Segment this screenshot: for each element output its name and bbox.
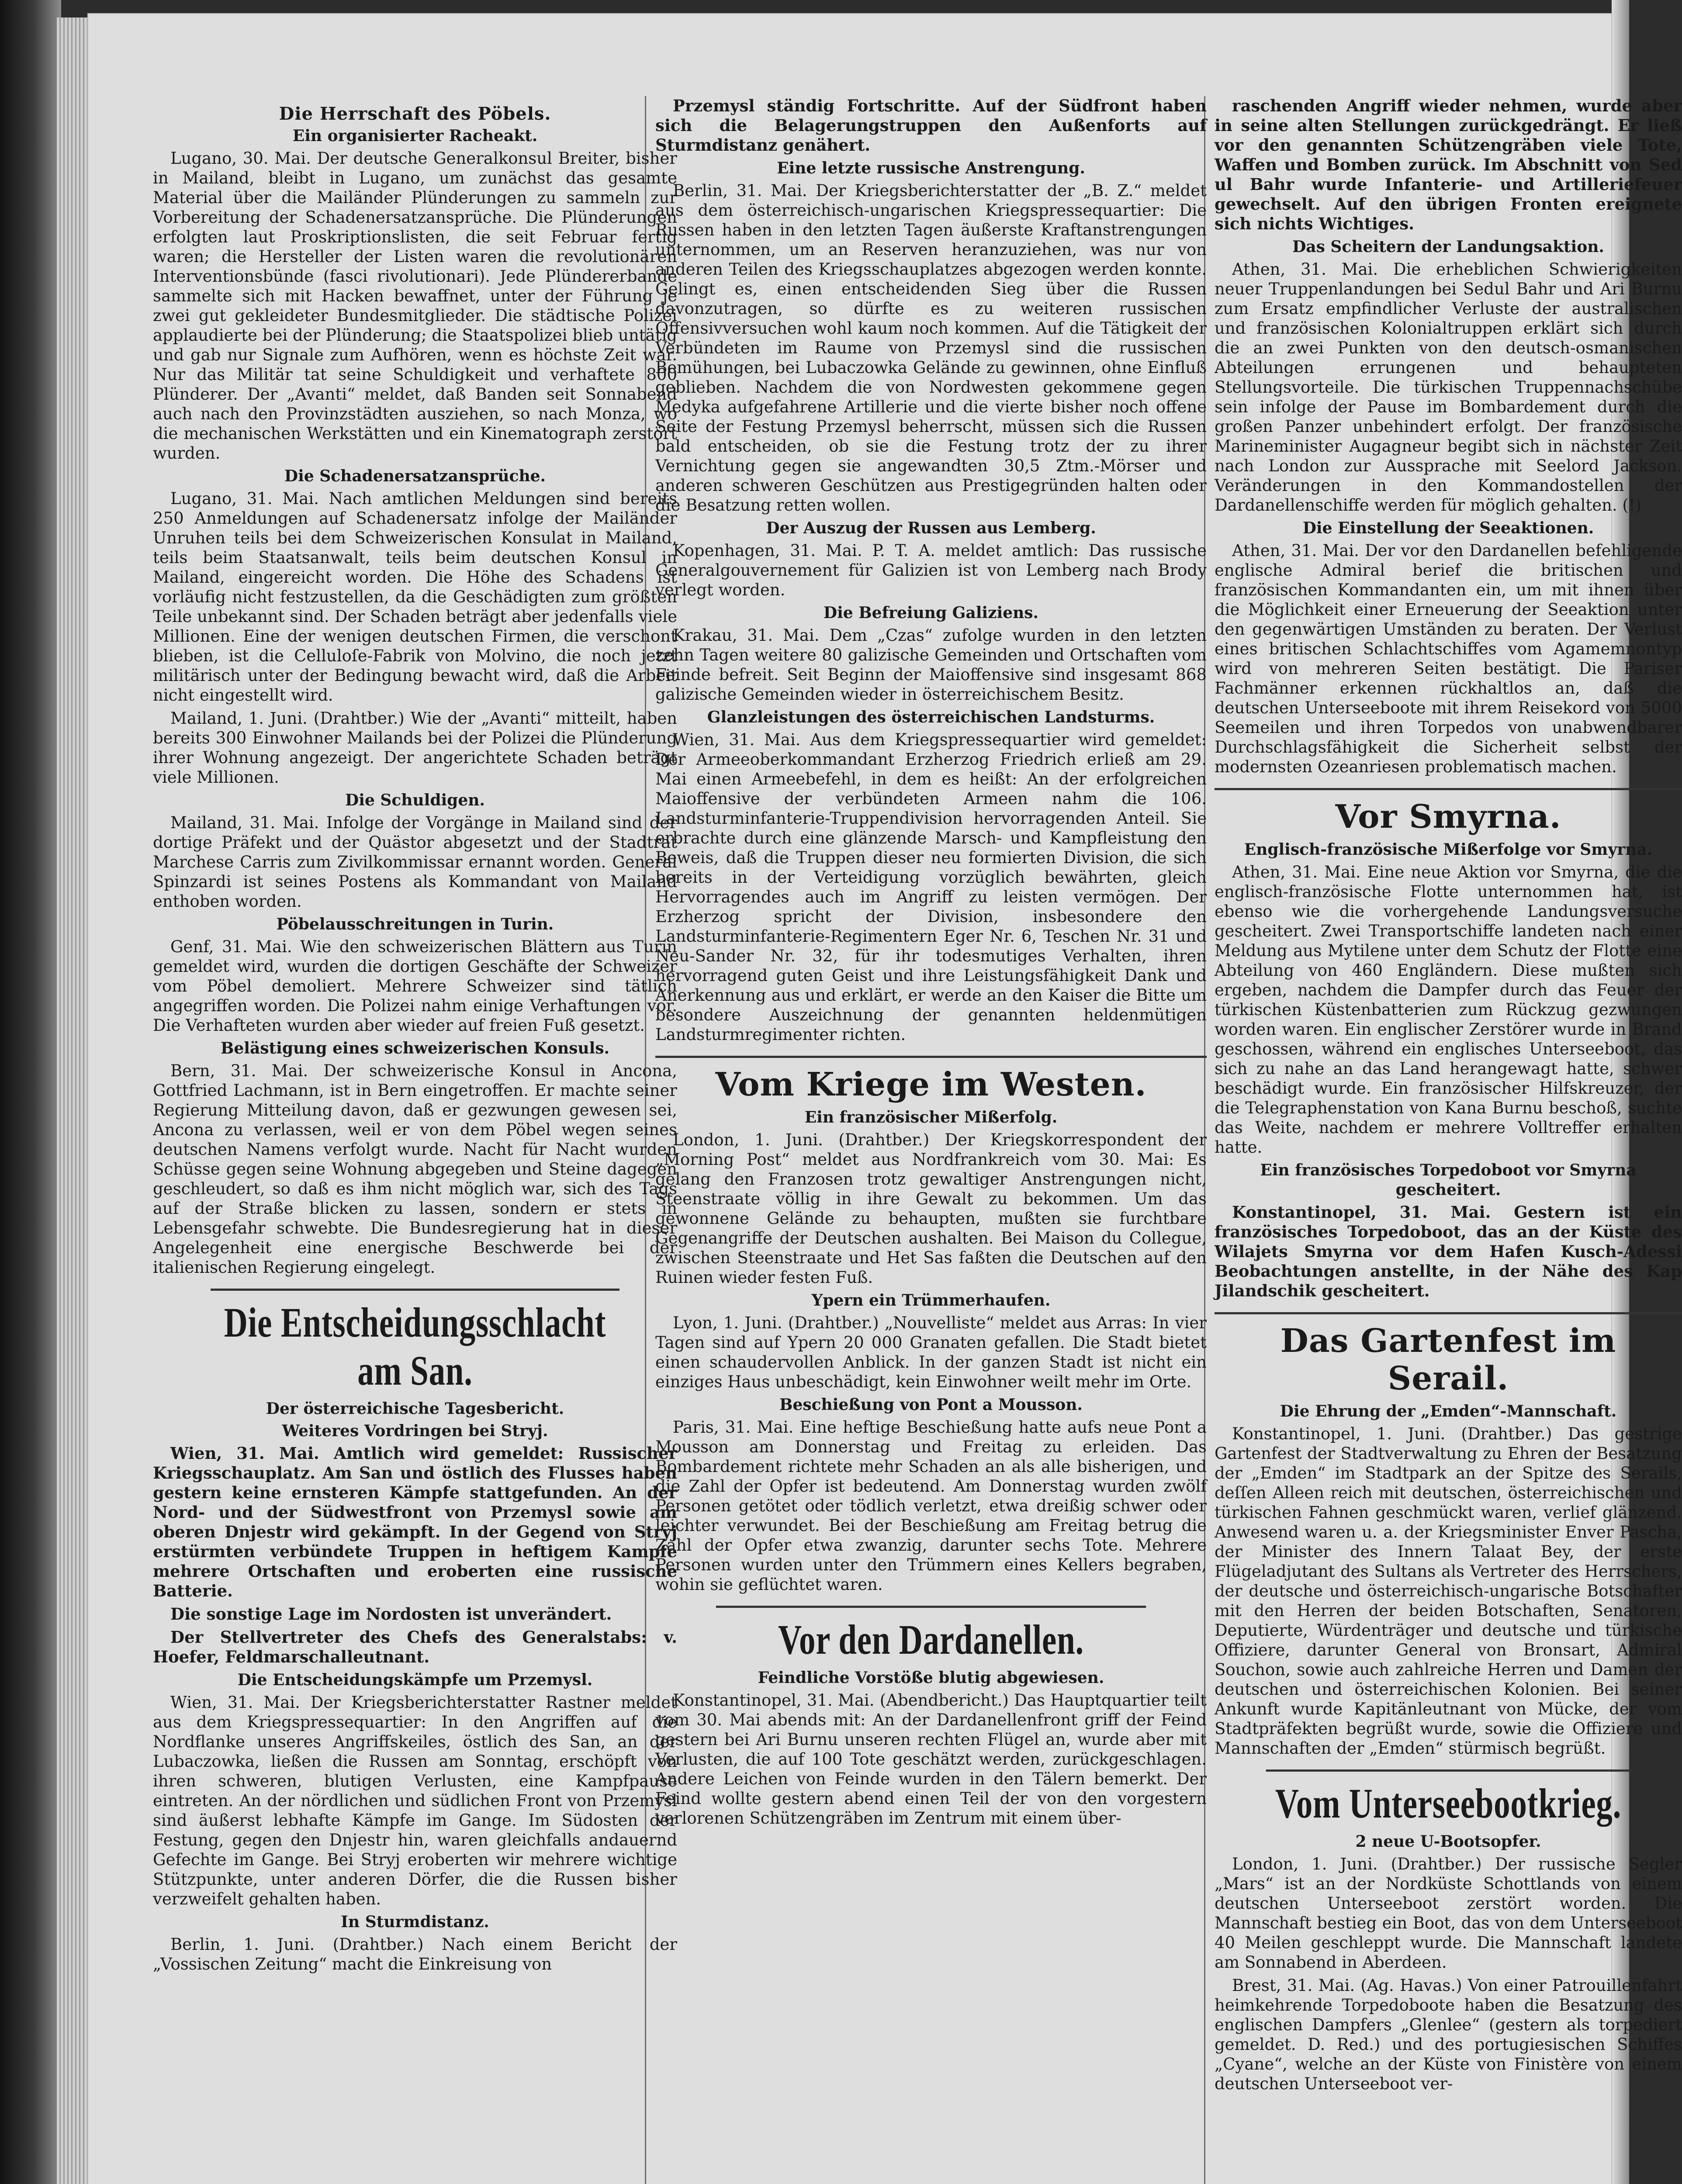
article-paragraph: Paris, 31. Mai. Eine heftige Beschießung hatte aufs neue Pont a Mousson am Donnerstag und Freitag zu erleiden. Das Bombardement richtete mehr Schaden an als alle bisherigen, und die Zahl der Opfer ist bedeutend. Am Donnerstag wurden zwölf Personen getötet oder tödlich verletzt, etwa dreißig schwer oder leichter verwundet. Bei der Beschießung am Freitag betrug die Zahl der Opfer etwa zwanzig, darunter sechs Tote. Mehrere Personen wurden unter den Trümmern eines Kellers begraben, wohin sie geflüchtet waren. bbox=[655, 1418, 1207, 1594]
article-paragraph: Athen, 31. Mai. Eine neue Aktion vor Smyrna, die die englisch-französische Flotte unternommen hat, ist ebenso wie die vorhergehende Landungsversuche gescheitert. Zwei Transportschiffe landeten nach einer Meldung aus Mytilene unter dem Schutz der Flotte eine Abteilung von 460 Engländern. Diese mußten sich ergeben, nachdem die Dampfer durch das Feuer der türkischen Küstenbatterien zum Rückzug gezwungen worden waren. Ein englischer Zerstörer wurde in Brand geschossen, während ein englisches Unterseeboot, das sich zu nahe an das Land herangewagt hatte, schwer beschädigt wurde. Ein französischer Hilfskreuzer, der die Telegraphenstation von Kana Burnu beschoß, suchte das Weite, nachdem er mehrere Volltreffer erhalten hatte. bbox=[1215, 863, 1682, 1157]
article-subheadline: Eine letzte russische Anstrengung. bbox=[777, 159, 1085, 177]
article-paragraph: Konstantinopel, 31. Mai. Gestern ist ein französisches Torpedoboot, das an der Küste des Wilajets Smyrna vor dem Hafen Kusch-Adessi Beobachtungen anstellte, in der Nähe des Kap Jilandschik gescheitert. bbox=[1215, 1203, 1682, 1300]
article-paragraph: Berlin, 31. Mai. Der Kriegsberichterstatter der „B. Z.“ meldet aus dem österreichisch-ungarischen Kriegspressequartier: Die Russen haben in den letzten Tagen äußerste Kraftanstrengungen unternommen, um an Reserven heranzuziehen, was nur von anderen Teilen des Kriegsschauplatzes abgezogen werden konnte. Gelingt es, einen entscheidenden Sieg über die Russen davonzutragen, so dürfte es zu weiteren russischen Offensivversuchen wohl kaum noch kommen. Auf die Tätigkeit der Verbündeten im Raume von Przemysl sind die russischen Bemühungen, bei Lubaczowka Gelände zu gewinnen, ohne Einfluß geblieben. Nachdem die von Nordwesten gekommene gegen Medyka aufgefahrene Artillerie und die vierte bisher noch offene Seite der Festung Przemysl beherrscht, müssen sich die Russen bald entscheiden, ob sie die Festung trotz der zu ihrer Vernichtung gegen sie angewandten 30,5 Ztm.-Mörser und anderen schweren Geschützen aus Prestigegründen halten oder die Besatzung retten wollen. bbox=[655, 181, 1207, 515]
section-subheadline: Der österreichische Tagesbericht. bbox=[266, 1400, 564, 1418]
article-subheadline: Belästigung eines schweizerischen Konsuls. bbox=[220, 1039, 610, 1057]
article-subheadline: Die Entscheidungskämpfe um Przemysl. bbox=[237, 1671, 593, 1689]
book-binding bbox=[0, 0, 61, 2184]
article-subheadline: Pöbelausschreitungen in Turin. bbox=[276, 915, 554, 933]
article-subheadline: Die Schuldigen. bbox=[345, 791, 485, 809]
article-paragraph: Wien, 31. Mai. Aus dem Kriegspressequartier wird gemeldet: Der Armeeoberkommandant Erzherzog Friedrich erließ am 29. Mai einen Armeebefehl, in dem es heißt: An der erfolgreichen Maioffensive der verbündeten Armeen nahm die 106. Landsturminfanterie-Truppendivision hervorragenden Anteil. Sie erbrachte durch eine glänzende Marsch- und Kampfleistung den Beweis, daß die Truppen dieser neu formierten Division, die sich bereits in der Verteidigung vorzüglich bewährten, gleich Hervorragendes auch im Angriff zu leisten vermögen. Der Erzherzog spricht der Division, insbesondere den Landsturminfanterie-Regimentern Eger Nr. 6, Teschen Nr. 31 und Neu-Sander Nr. 32, für ihr todesmutiges Verhalten, ihren hervorragend guten Geist und ihre Leistungsfähigkeit Dank und Anerkennung aus und erklärt, er werde an den Kaiser die Bitte um besondere Auszeichnung der genannten heldenmütigen Landsturmregimenter richten. bbox=[655, 730, 1207, 1044]
article-subheadline: In Sturmdistanz. bbox=[341, 1913, 489, 1931]
article-subheadline: Der Auszug der Russen aus Lemberg. bbox=[766, 519, 1096, 537]
article-paragraph: London, 1. Juni. (Drahtber.) Der Kriegskorrespondent der „Morning Post“ meldet aus Nordfrankreich vom 30. Mai: Es gelang den Franzosen trotz gewaltiger Anstrengungen nicht, Steenstraate völlig in ihre Gewalt zu bekommen. Um das gewonnene Gelände zu behaupten, mußten sie furchtbare Gegenangriffe der Deutschen aushalten. Bei Maison du Collegue, zwischen Steenstraate und Het Sas faßten die Deutschen auf den Ruinen wieder festen Fuß. bbox=[655, 1130, 1207, 1287]
article-paragraph: Athen, 31. Mai. Der vor den Dardanellen befehligende englische Admiral berief die britischen und französischen Kommandanten ein, um mit ihnen über die Möglichkeit einer Erneuerung der Seeaktion unter den gegenwärtigen Umständen zu beraten. Der Verlust eines britischen Schlachtschiffes vom Agamemnontyp wird von mehreren Seiten bestätigt. Die Pariser Fachmänner erkennen rückhaltlos an, daß die deutschen Unterseeboote mit ihrem Reisekord von 5000 Seemeilen und ihren Torpedos von unabwendbarer Durchschlagsfähigkeit die Sicherheit selbst der modernsten Ozeanriesen problematisch machen. bbox=[1215, 541, 1682, 776]
section-headline: Vom Kriege im Westen. bbox=[655, 1056, 1207, 1103]
article-paragraph: Lugano, 31. Mai. Nach amtlichen Meldungen sind bereits 250 Anmeldungen auf Schadenersatz infolge der Mailänder Unruhen teils bei dem Schweizerischen Konsulat in Mailand, teils beim Staatsanwalt, teils beim deutschen Konsul in Mailand, eingereicht worden. Die Höhe des Schadens ist vorläufig nicht festzustellen, da die Geschädigten zum größten Teile unbekannt sind. Der Schaden beträgt aber jedenfalls viele Millionen. Eine der wenigen deutschen Firmen, die verschont blieben, ist die Celluloſe-Fabrik von Molvino, die noch jetzt militärisch unter der Bedingung bewacht wird, daß die Arbeit nicht eingestellt wird. bbox=[153, 489, 677, 705]
article-paragraph: Die sonstige Lage im Nordosten ist unverändert. bbox=[170, 1604, 612, 1624]
section-subheadline: Ein französischer Mißerfolg. bbox=[804, 1108, 1058, 1127]
article-paragraph: Mailand, 31. Mai. Infolge der Vorgänge in Mailand sind der dortige Präfekt und der Quästor abgesetzt und der Stadtrat Marchese Carris zum Zivilkommissar ernannt worden. General Spinzardi ist seines Postens als Kommandant von Mailand enthoben worden. bbox=[153, 813, 677, 911]
article-subheadline: Die Befreiung Galiziens. bbox=[823, 604, 1039, 622]
article-paragraph: Genf, 31. Mai. Wie den schweizerischen Blättern aus Turin gemeldet wird, wurden die dortigen Geschäfte der Schweizer vom Pöbel demoliert. Mehrere Schweizer sind tätlich angegriffen worden. Die Polizei nahm einige Verhaftungen vor. Die Verhafteten wurden aber wieder auf freien Fuß gesetzt. bbox=[153, 937, 677, 1035]
section-headline: Vor Smyrna. bbox=[1215, 788, 1682, 836]
article-paragraph: raschenden Angriff wieder nehmen, wurde aber in seine alten Stellungen zurückgedrängt. Er ließ vor den genannten Schützengräben viele Tote, Waffen und Bomben zurück. Im Abschnitt von Sed ul Bahr wurde Infanterie- und Artilleriefeuer gewechselt. Auf den übrigen Fronten ereignete sich nichts Wichtiges. bbox=[1215, 96, 1682, 233]
article-headline: Die Herrschaft des Pöbels. bbox=[279, 104, 551, 124]
article-paragraph: Bern, 31. Mai. Der schweizerische Konsul in Ancona, Gottfried Lachmann, ist in Bern eingetroffen. Er machte seiner Regierung Mitteilung davon, daß er gezwungen gewesen sei, Ancona zu verlassen, weil er von dem Pöbel wegen seines deutschen Namens verfolgt wurde. Nacht für Nacht wurden Schüsse gegen seine Wohnung abgegeben und Steine dagegen geschleudert, so daß es ihm nicht möglich war, sich des Tags auf der Straße blicken zu lassen, sondern er stets in Lebensgefahr schwebte. Die Bundesregierung hat in dieser Angelegenheit eine energische Beschwerde bei der italienischen Regierung eingelegt. bbox=[153, 1061, 677, 1277]
article-subheadline: Das Scheitern der Landungsaktion. bbox=[1292, 238, 1604, 256]
section-subheadline: Die Ehrung der „Emden“-Mannschaft. bbox=[1280, 1402, 1617, 1420]
article-subheadline: Die Einstellung der Seeaktionen. bbox=[1302, 519, 1594, 537]
article-subheadline: Beschießung von Pont a Mousson. bbox=[779, 1396, 1083, 1414]
article-subheadline: Glanzleistungen des österreichischen Landsturms. bbox=[707, 708, 1155, 726]
article-subheadline: Ein französisches Torpedoboot vor Smyrna gescheitert. bbox=[1260, 1161, 1637, 1199]
article-paragraph: Wien, 31. Mai. Der Kriegsberichterstatter Rastner meldet aus dem Kriegspressequartier: In den Angriffen auf die Nordflanke unseres Angriffskeiles, östlich des San, an der Lubaczowka, ließen die Russen am Sonntag, erschöpft von ihren schweren, blutigen Verlusten, eine Kampfpause eintreten. An der nördlichen und südlichen Front von Przemysl sind äußerst lebhafte Kämpfe im Gange. Im Südosten der Festung, gegen den Dnjestr hin, waren gleichfalls andauernd Gefechte im Gange. Bei Stryj eroberten wir mehrere wichtige Stützpunkte, unter anderen Dörfer, die die Russen bisher verzweifelt gehalten haben. bbox=[153, 1693, 677, 1908]
section-subheadline: Feindliche Vorstöße blutig abgewiesen. bbox=[758, 1669, 1104, 1687]
article-paragraph: Kopenhagen, 31. Mai. P. T. A. meldet amtlich: Das russische Generalgouvernement für Galizien ist von Lemberg nach Brody verlegt worden. bbox=[655, 541, 1207, 599]
article-paragraph: Lyon, 1. Juni. (Drahtber.) „Nouvelliste“ meldet aus Arras: In vier Tagen sind auf Ypern 20 000 Granaten gefallen. Die Stadt bietet einen schaudervollen Anblick. In der ganzen Stadt ist nicht ein einziges Haus unbeschädigt, kein Einwohner weilt mehr im Orte. bbox=[655, 1313, 1207, 1391]
section-subheadline: Englisch-französische Mißerfolge vor Smyrna. bbox=[1244, 840, 1653, 859]
article-paragraph: Konstantinopel, 31. Mai. (Abendbericht.) Das Hauptquartier teilt vom 30. Mai abends mit: An der Dardanellenfront griff der Feind gestern bei Ari Burnu unseren rechten Flügel an, wurde aber mit Verlusten, die auf 100 Tote geschätzt werden, zurückgeschlagen. Andere Leichen von Feinde wurden in den Tälern bemerkt. Der Feind wollte gestern abend einen Teil der von den vorgestern verlorenen Schützengräben im Zentrum mit einem über- bbox=[655, 1691, 1207, 1828]
article-paragraph: Lugano, 30. Mai. Der deutsche Generalkonsul Breiter, bisher in Mailand, bleibt in Lugano, um zunächst das gesamte Material über die Mailänder Plünderungen zu sammeln zur Vorbereitung der Schadenersatzansprüche. Die Plünderungen erfolgten laut Proskriptionslisten, die seit Februar fertig waren; die Hersteller der Listen waren die revolutionären Interventionsbünde (fasci rivolutionari). Jede Plündererbande sammelte sich mit Hacken bewaffnet, unter der Führung je zwei gut gekleideter Bundesmitglieder. Die städtische Polizei applaudierte bei der Plünderung; die Staatspolizei blieb untätig und gab nur Signale zum Aufhören, wenn es höchste Zeit war. Nur das Militär tat seine Schuldigkeit und verhaftete 800 Plünderer. Der „Avanti“ meldet, daß Banden seit Sonnabend auch nach den Provinzstädten ausziehen, so nach Monza, wo die mechanischen Werkstätten und ein Kinematograph zerstört wurden. bbox=[153, 149, 677, 463]
section-headline: Das Gartenfest im Serail. bbox=[1215, 1312, 1682, 1397]
section-headline: Vor den Dardanellen. bbox=[716, 1606, 1146, 1664]
article-subheadline: Ypern ein Trümmerhaufen. bbox=[811, 1291, 1051, 1310]
article-paragraph: Berlin, 1. Juni. (Drahtber.) Nach einem Bericht der „Vossischen Zeitung“ macht die Einkreisung von bbox=[153, 1935, 677, 1973]
article-paragraph: Athen, 31. Mai. Die erheblichen Schwierigkeiten neuer Truppenlandungen bei Sedul Bahr und Ari Burnu zum Ersatz empfindlicher Verluste der australischen und französischen Kolonialtruppen erklärt sich durch die an zwei Punkten von den deutsch-osmanischen Abteilungen errungenen und behaupteten Stellungsvorteile. Die türkischen Truppennachschübe sein infolge der Pause im Bombardement durch die großen Panzer unbehindert erfolgt. Der französische Marineminister Augagneur begibt sich in nächster Zeit nach London zur Aussprache mit Seelord Jackson. Veränderungen in den Kommandostellen der Dardanellenschiffe werden für möglich gehalten. (!) bbox=[1215, 260, 1682, 515]
article-subheadline: Ein organisierter Racheakt. bbox=[292, 127, 538, 145]
article-signature: Der Stellvertreter des Chefs des Generalstabs: v. Hoefer, Feldmarschalleutnant. bbox=[153, 1628, 677, 1666]
article-paragraph: Krakau, 31. Mai. Dem „Czas“ zufolge wurden in den letzten zehn Tagen weitere 80 galizische Gemeinden und Ortschaften vom Feinde befreit. Seit Beginn der Maioffensive sind insgesamt 868 galizische Gemeinden wieder in österreichischem Besitz. bbox=[655, 626, 1207, 704]
article-paragraph: Brest, 31. Mai. (Ag. Havas.) Von einer Patrouillenfahrt heimkehrende Torpedoboote haben die Besatzung des englischen Dampfers „Glenlee“ (gestern als torpediert gemeldet. D. Red.) und des portugiesischen Schiffes „Cyane“, welche an der Küste von Finistère von einem deutschen Unterseeboot ver- bbox=[1215, 1976, 1682, 2093]
section-headline: Die Entscheidungsschlacht am San. bbox=[211, 1289, 620, 1395]
article-paragraph: Wien, 31. Mai. Amtlich wird gemeldet: Russischer Kriegsschauplatz. Am San und östlich des Flusses haben gestern keine ernsteren Kämpfe stattgefunden. An der Nord- und der Südwestfront von Przemysl sowie am oberen Dnjestr wird gekämpft. In der Gegend von Stryj erstürmten verbündete Truppen in heftigem Kampfe mehrere Ortschaften und eroberten eine russische Batterie. bbox=[153, 1444, 677, 1600]
article-paragraph: Mailand, 1. Juni. (Drahtber.) Wie der „Avanti“ mitteilt, haben bereits 300 Einwohner Mailands bei der Polizei die Plünderung ihrer Wohnung angezeigt. Der angerichtete Schaden beträgt viele Millionen. bbox=[153, 709, 677, 787]
newspaper-page bbox=[87, 13, 1682, 2184]
column-1 bbox=[153, 96, 677, 2184]
article-subheadline: Die Schadenersatzansprüche. bbox=[284, 467, 546, 485]
section-headline: Vom Unterseebootkrieg. bbox=[1266, 1769, 1631, 1828]
column-2 bbox=[655, 96, 1207, 2184]
section-subheadline: 2 neue U-Bootsopfer. bbox=[1355, 1832, 1541, 1851]
article-paragraph: Konstantinopel, 1. Juni. (Drahtber.) Das gestrige Gartenfest der Stadtverwaltung zu Ehren der Besatzung der „Emden“ im Stadtpark an der Spitze des Serails, deſſen Alleen reich mit deutschen, österreichischen und türkischen Fahnen geschmückt waren, verlief glänzend. Anwesend waren u. a. der Kriegsminister Enver Pascha, der Minister des Innern Talaat Bey, der erste Flügeladjutant des Sultans als Vertreter des Herrschers, der deutsche und österreichisch-ungarische Botschafter mit den Herren der beiden Botschaften, Senatoren, Deputierte, Würdenträger und deutsche und türkische Offiziere, darunter General von Bronsart, Admiral Souchon, sowie auch zahlreiche Herren und Damen der deutschen und österreichischen Kolonien. Bei seiner Ankunft wurde Kapitänleutnant von Mücke, der vom Stadtpräfekten begrüßt wurde, sowie die Offiziere und Mannschaften der „Emden“ stürmisch begrüßt. bbox=[1215, 1424, 1682, 1758]
column-3 bbox=[1215, 96, 1682, 2184]
article-paragraph: Przemysl ständig Fortschritte. Auf der Südfront haben sich die Belagerungstruppen den Außenforts auf Sturmdistanz genähert. bbox=[655, 96, 1207, 155]
article-paragraph: London, 1. Juni. (Drahtber.) Der russische Segler „Mars“ ist an der Nordküste Schottlands von einem deutschen Unterseeboot zerstört worden. Die Mannschaft bestieg ein Boot, das von dem Unterseeboot 40 Meilen geschleppt wurde. Die Mannschaft landete am Sonnabend in Aberdeen. bbox=[1215, 1855, 1682, 1972]
article-subheadline: Weiteres Vordringen bei Stryj. bbox=[282, 1422, 548, 1440]
